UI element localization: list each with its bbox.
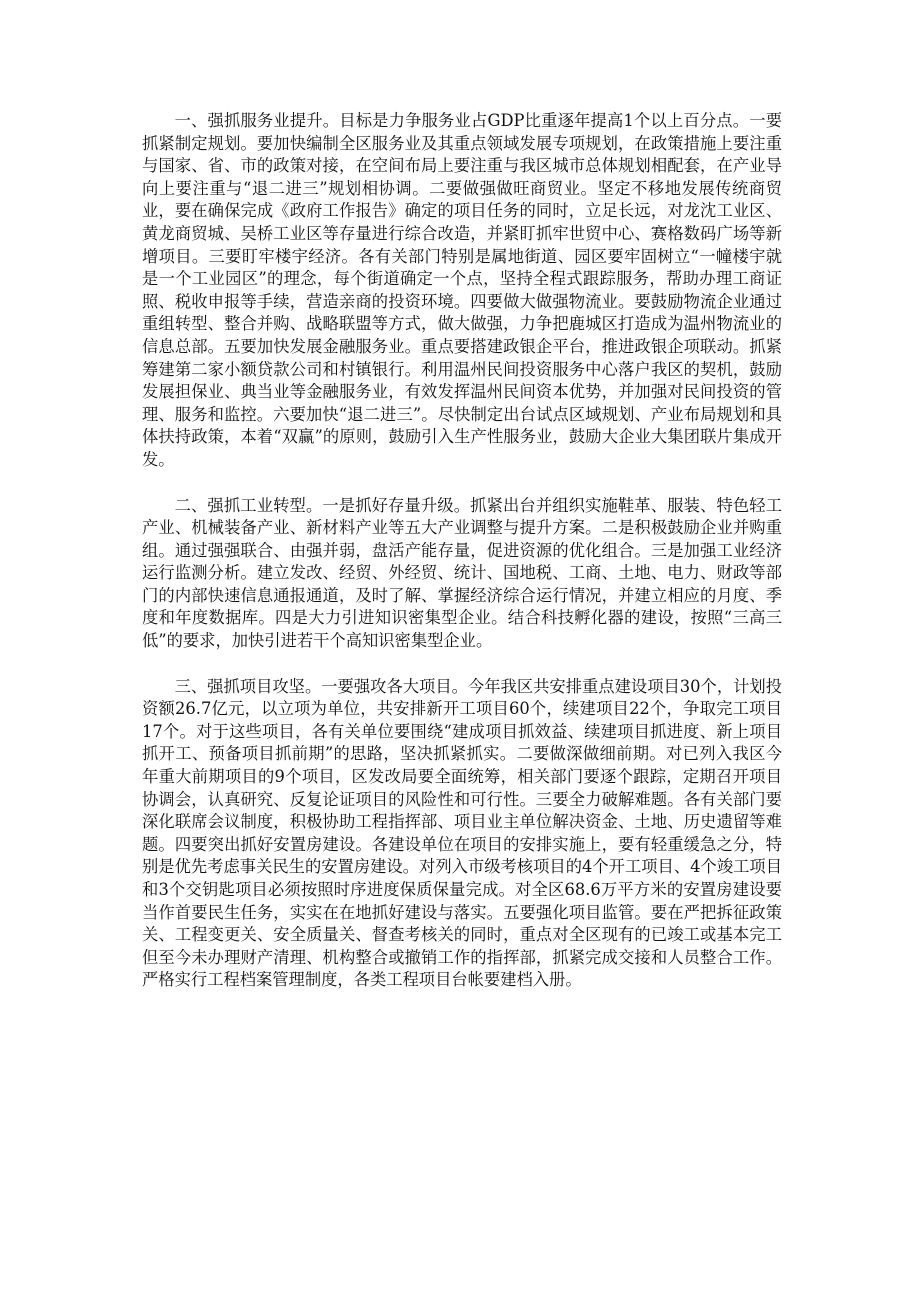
paragraph-project-construction: 三、强抓项目攻坚。一要强攻各大项目。今年我区共安排重点建设项目30个，计划投资额26.7亿元，以立项为单位，共安排新开工项目60个，续建项目22个，争取完工项目17个。对于这些项目，各有关单位要围绕“建成项目抓效益、续建项目抓进度、新上项目抓开工、预备项目抓前期”的思路，坚决抓紧抓实。二要做深做细前期。对已列入我区今年重大前期项目的9个项目，区发改局要全面统筹，相关部门要逐个跟踪，定期召开项目协调会，认真研究、反复论证项目的风险性和可行性。三要全力破解难题。各有关部门要深化联席会议制度，积极协助工程指挥部、项目业主单位解决资金、土地、历史遗留等难题。四要突出抓好安置房建设。各建设单位在项目的安排实施上，要有轻重缓急之分，特别是优先考虑事关民生的安置房建设。对列入市级考核项目的4个开工项目、4个竣工项目和3个交钥匙项目必须按照时序进度保质保量完成。对全区68.6万平方米的安置房建设要当作首要民生任务，实实在在地抓好建设与落实。五要强化项目监管。要在严把拆征政策关、工程变更关、安全质量关、督查考核关的同时，重点对全区现有的已竣工或基本完工但至今未办理财产清理、机构整合或撤销工作的指挥部，抓紧完成交接和人员整合工作。严格实行工程档案管理制度，各类工程项目台帐要建档入册。	[142, 676, 782, 990]
paragraph-service-industry: 一、强抓服务业提升。目标是力争服务业占GDP比重逐年提高1个以上百分点。一要抓紧制定规划。要加快编制全区服务业及其重点领域发展专项规划，在政策措施上要注重与国家、省、市的政策对接，在空间布局上要注重与我区城市总体规划相配套，在产业导向上要注重与“退二进三”规划相协调。二要做强做旺商贸业。坚定不移地发展传统商贸业，要在确保完成《政府工作报告》确定的项目任务的同时，立足长远，对龙沈工业区、黄龙商贸城、吴桥工业区等存量进行综合改造，并紧盯抓牢世贸中心、赛格数码广场等新增项目。三要盯牢楼宇经济。各有关部门特别是属地街道、园区要牢固树立“一幢楼宇就是一个工业园区”的理念，每个街道确定一个点，坚持全程式跟踪服务，帮助办理工商证照、税收申报等手续，营造亲商的投资环境。四要做大做强物流业。要鼓励物流企业通过重组转型、整合并购、战略联盟等方式，做大做强，力争把鹿城区打造成为温州物流业的信息总部。五要加快发展金融服务业。重点要搭建政银企平台，推进政银企项联动。抓紧筹建第二家小额贷款公司和村镇银行。利用温州民间投资服务中心落户我区的契机，鼓励发展担保业、典当业等金融服务业，有效发挥温州民间资本优势，并加强对民间投资的管理、服务和监控。六要加快“退二进三”。尽快制定出台试点区域规划、产业布局规划和具体扶持政策，本着“双赢”的原则，鼓励引入生产性服务业，鼓励大企业大集团联片集成开发。	[142, 111, 782, 469]
paragraph-industrial-transformation: 二、强抓工业转型。一是抓好存量升级。抓紧出台并组织实施鞋革、服装、特色轻工产业、机械装备产业、新材料产业等五大产业调整与提升方案。二是积极鼓励企业并购重组。通过强强联合、由强并弱，盘活产能存量，促进资源的优化组合。三是加强工业经济运行监测分析。建立发改、经贸、外经贸、统计、国地税、工商、土地、电力、财政等部门的内部快速信息通报通道，及时了解、掌握经济综合运行情况，并建立相应的月度、季度和年度数据库。四是大力引进知识密集型企业。结合科技孵化器的建设，按照“三高三低”的要求，加快引进若干个高知识密集型企业。	[142, 495, 782, 651]
document-body	[142, 110, 782, 1015]
